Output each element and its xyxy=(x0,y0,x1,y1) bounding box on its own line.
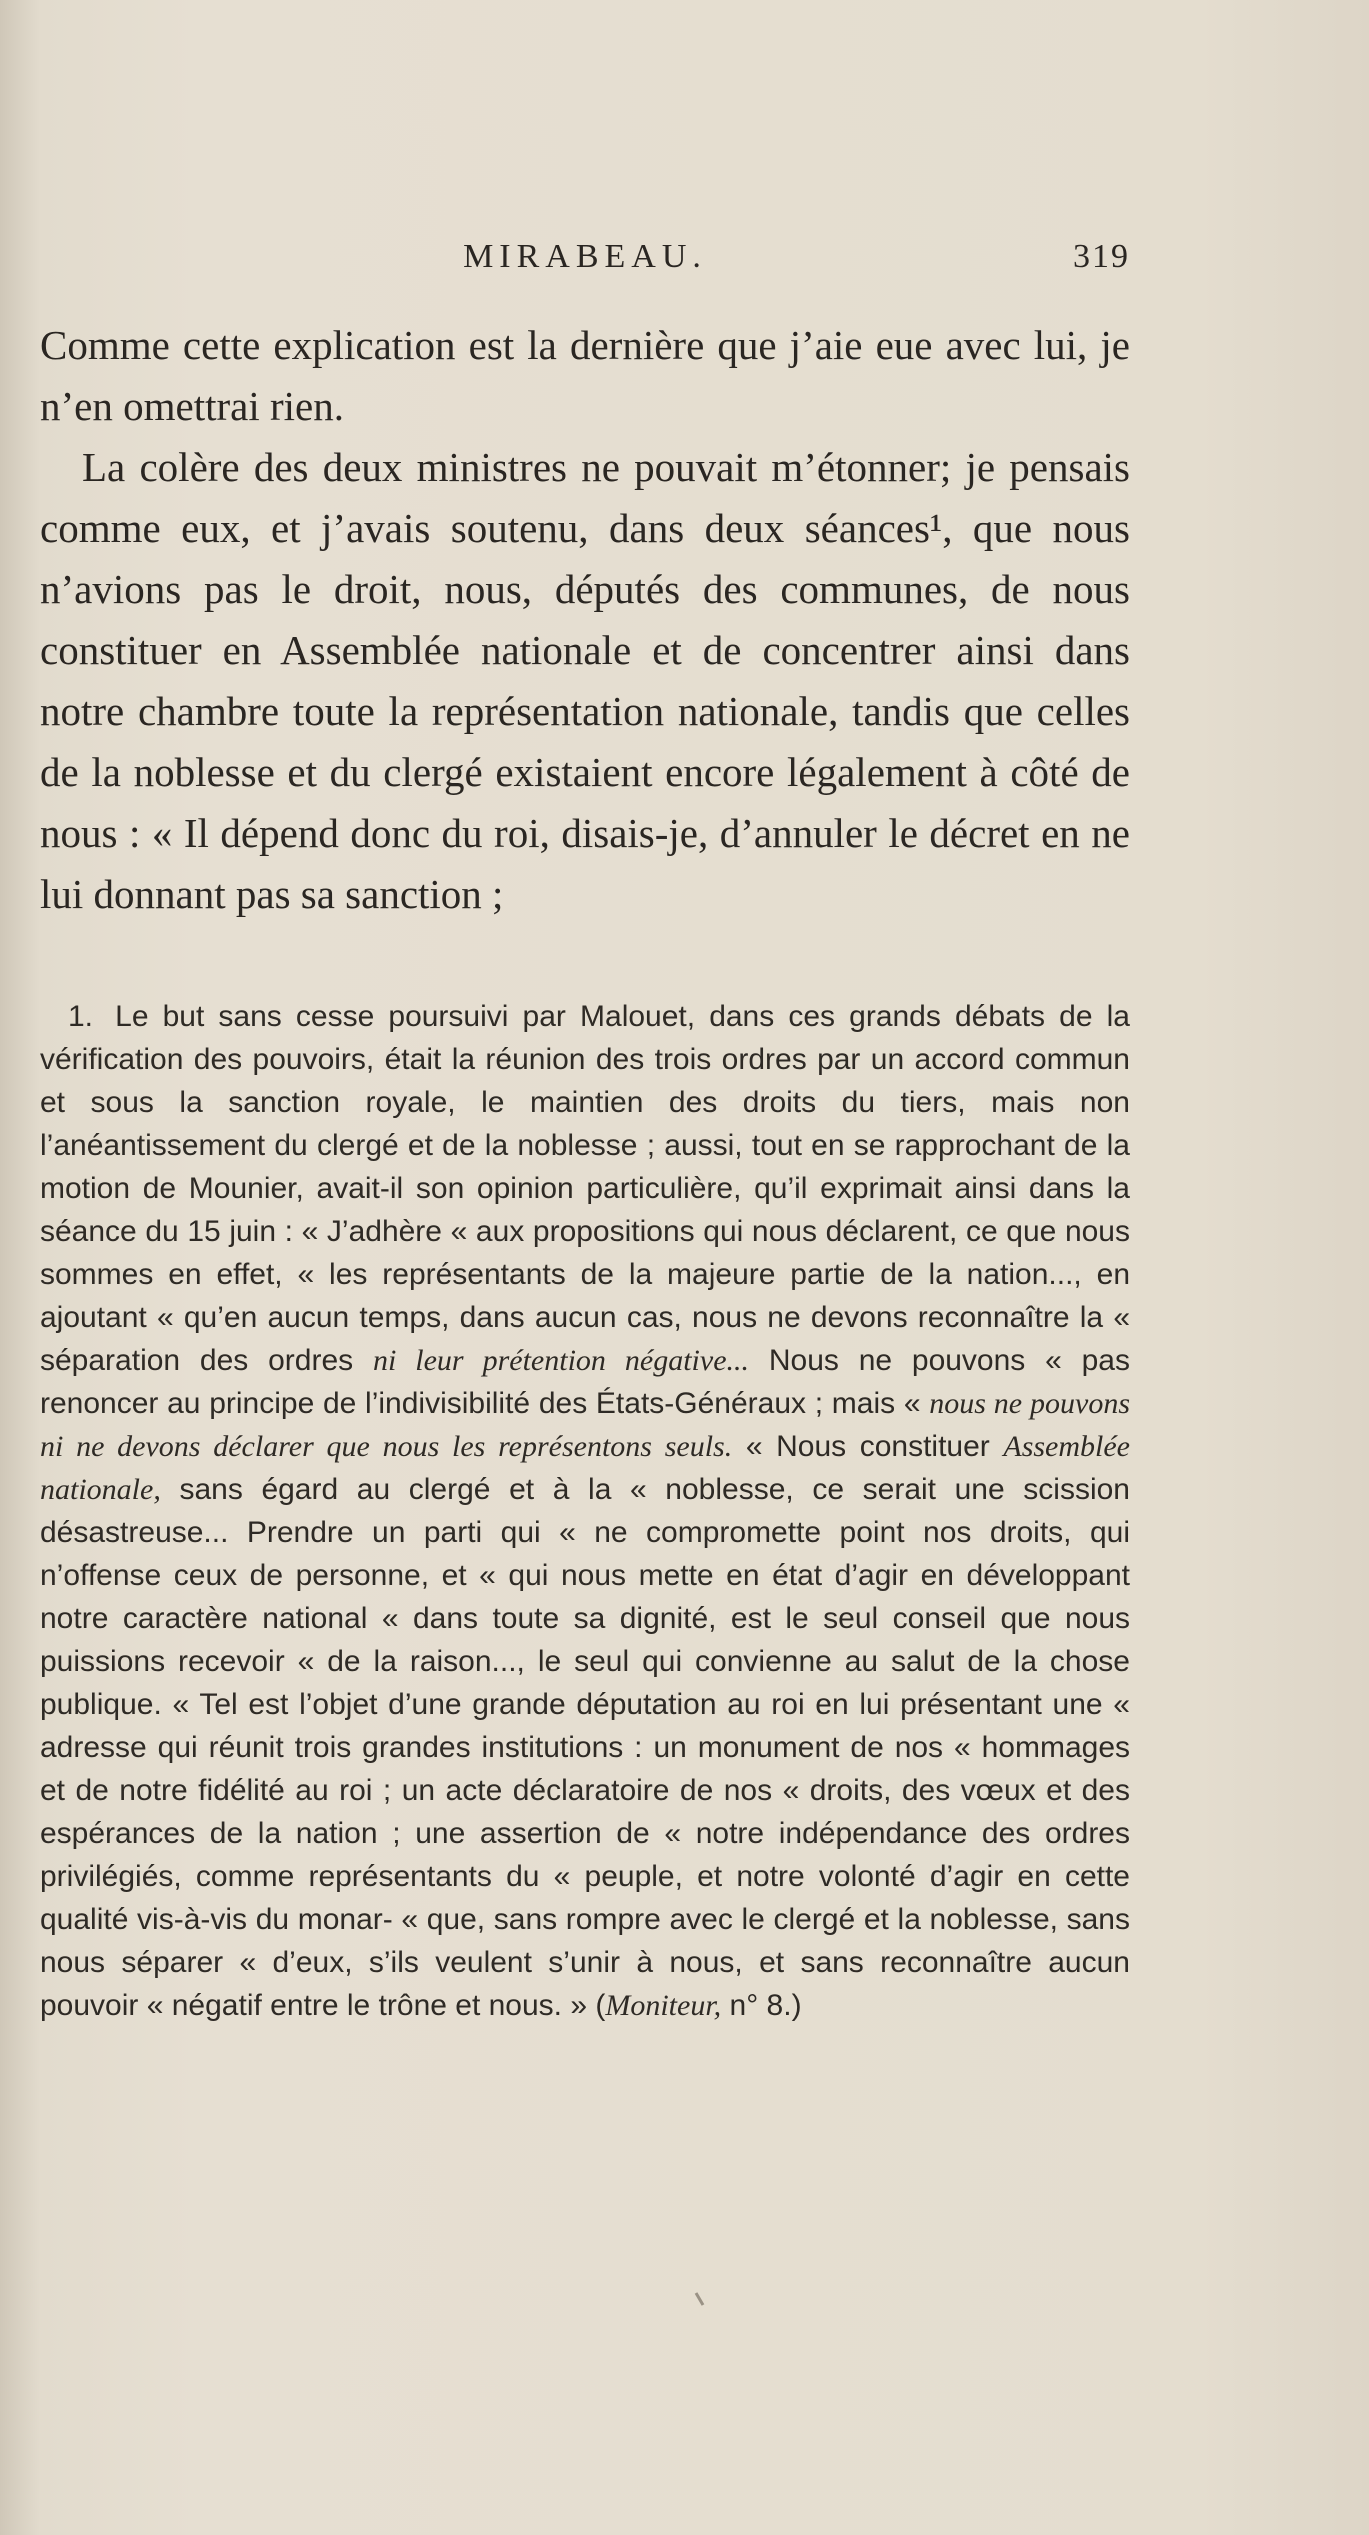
footnote-text-2: Nous ne pouvons « pas renoncer au principe de l’indivisibilité des États-Généraux ; mais « xyxy=(40,1344,1130,1420)
page-header xyxy=(40,238,1130,288)
footnote xyxy=(40,995,1130,2027)
paper-speck xyxy=(695,2292,705,2306)
paragraph-1: Comme cette explication est la dernière que j’aie eue avec lui, je n’en omettrai rien. xyxy=(40,322,1130,429)
footnote-text-4: sans égard au clergé et à la « noblesse, ce serait une scission désastreuse... Prendre un parti qui « ne compromette point nos droits, qui n’offense ceux de personne, et « qui nous mette en état d’agir en développant notre caractère national « dans toute sa dignité, est le seul conseil que nous puissions recevoir « de la raison..., le seul qui convienne au salut de la chose publique. « Tel est l’objet d’une grande députation au roi en lui présentant une « adresse qui réunit trois grandes institutions : un monument de nos « hommages et de notre fidélité au roi ; un acte déclaratoire de nos « droits, des vœux et des espérances de la nation ; une assertion de « notre indépendance des ordres privilégiés, comme représentants du « peuple, et notre volonté d’agir en cette qualité vis-à-vis du monar- « que, sans rompre avec le clergé et la noblesse, sans nous séparer « d’eux, s’ils veulent s’unir à nous, et sans reconnaître aucun pouvoir « négatif entre le trône et nous. » ( xyxy=(40,1473,1130,2022)
page-number: 319 xyxy=(1073,238,1130,275)
footnote-text-3: « Nous constituer xyxy=(745,1430,990,1463)
footnote-text-5: n° 8.) xyxy=(729,1989,802,2022)
running-title: MIRABEAU. xyxy=(463,238,707,275)
main-text xyxy=(40,315,1130,925)
footnote-italic-3: Assemblée nationale, xyxy=(40,1430,1130,1506)
footnote-text-1: Le but sans cesse poursuivi par Malouet, dans ces grands débats de la vérification des pouvoirs, était la réunion des trois ordres par un accord commun et sous la sanction royale, le maintien des droits du tiers, mais non l’anéantissement du clergé et de la noblesse ; aussi, tout en se rapprochant de la motion de Mounier, avait-il son opinion particulière, qu’il exprimait ainsi dans la séance du 15 juin : « J’adhère « aux propositions qui nous déclarent, ce que nous sommes en effet, « les représentants de la majeure partie de la nation..., en ajoutant « qu’en aucun temps, dans aucun cas, nous ne devons reconnaître la « séparation des ordres xyxy=(40,1000,1130,1377)
footnote-italic-1: ni leur prétention négative... xyxy=(372,1344,750,1377)
footnote-italic-2: nous ne pouvons ni ne devons déclarer que nous les représentons seuls. xyxy=(40,1387,1130,1463)
footnote-italic-4: Moniteur, xyxy=(605,1989,722,2022)
paragraph-2: La colère des deux ministres ne pouvait m’étonner; je pensais comme eux, et j’avais soutenu, dans deux séances¹, que nous n’avions pas le droit, nous, députés des communes, de nous constituer en Assemblée nationale et de concentrer ainsi dans notre chambre toute la représentation nationale, tandis que celles de la noblesse et du clergé existaient encore légalement à côté de nous : « Il dépend donc du roi, disais-je, d’annuler le décret en ne lui donnant pas sa sanction ; xyxy=(40,444,1130,917)
footnote-number: 1. xyxy=(68,1000,94,1033)
